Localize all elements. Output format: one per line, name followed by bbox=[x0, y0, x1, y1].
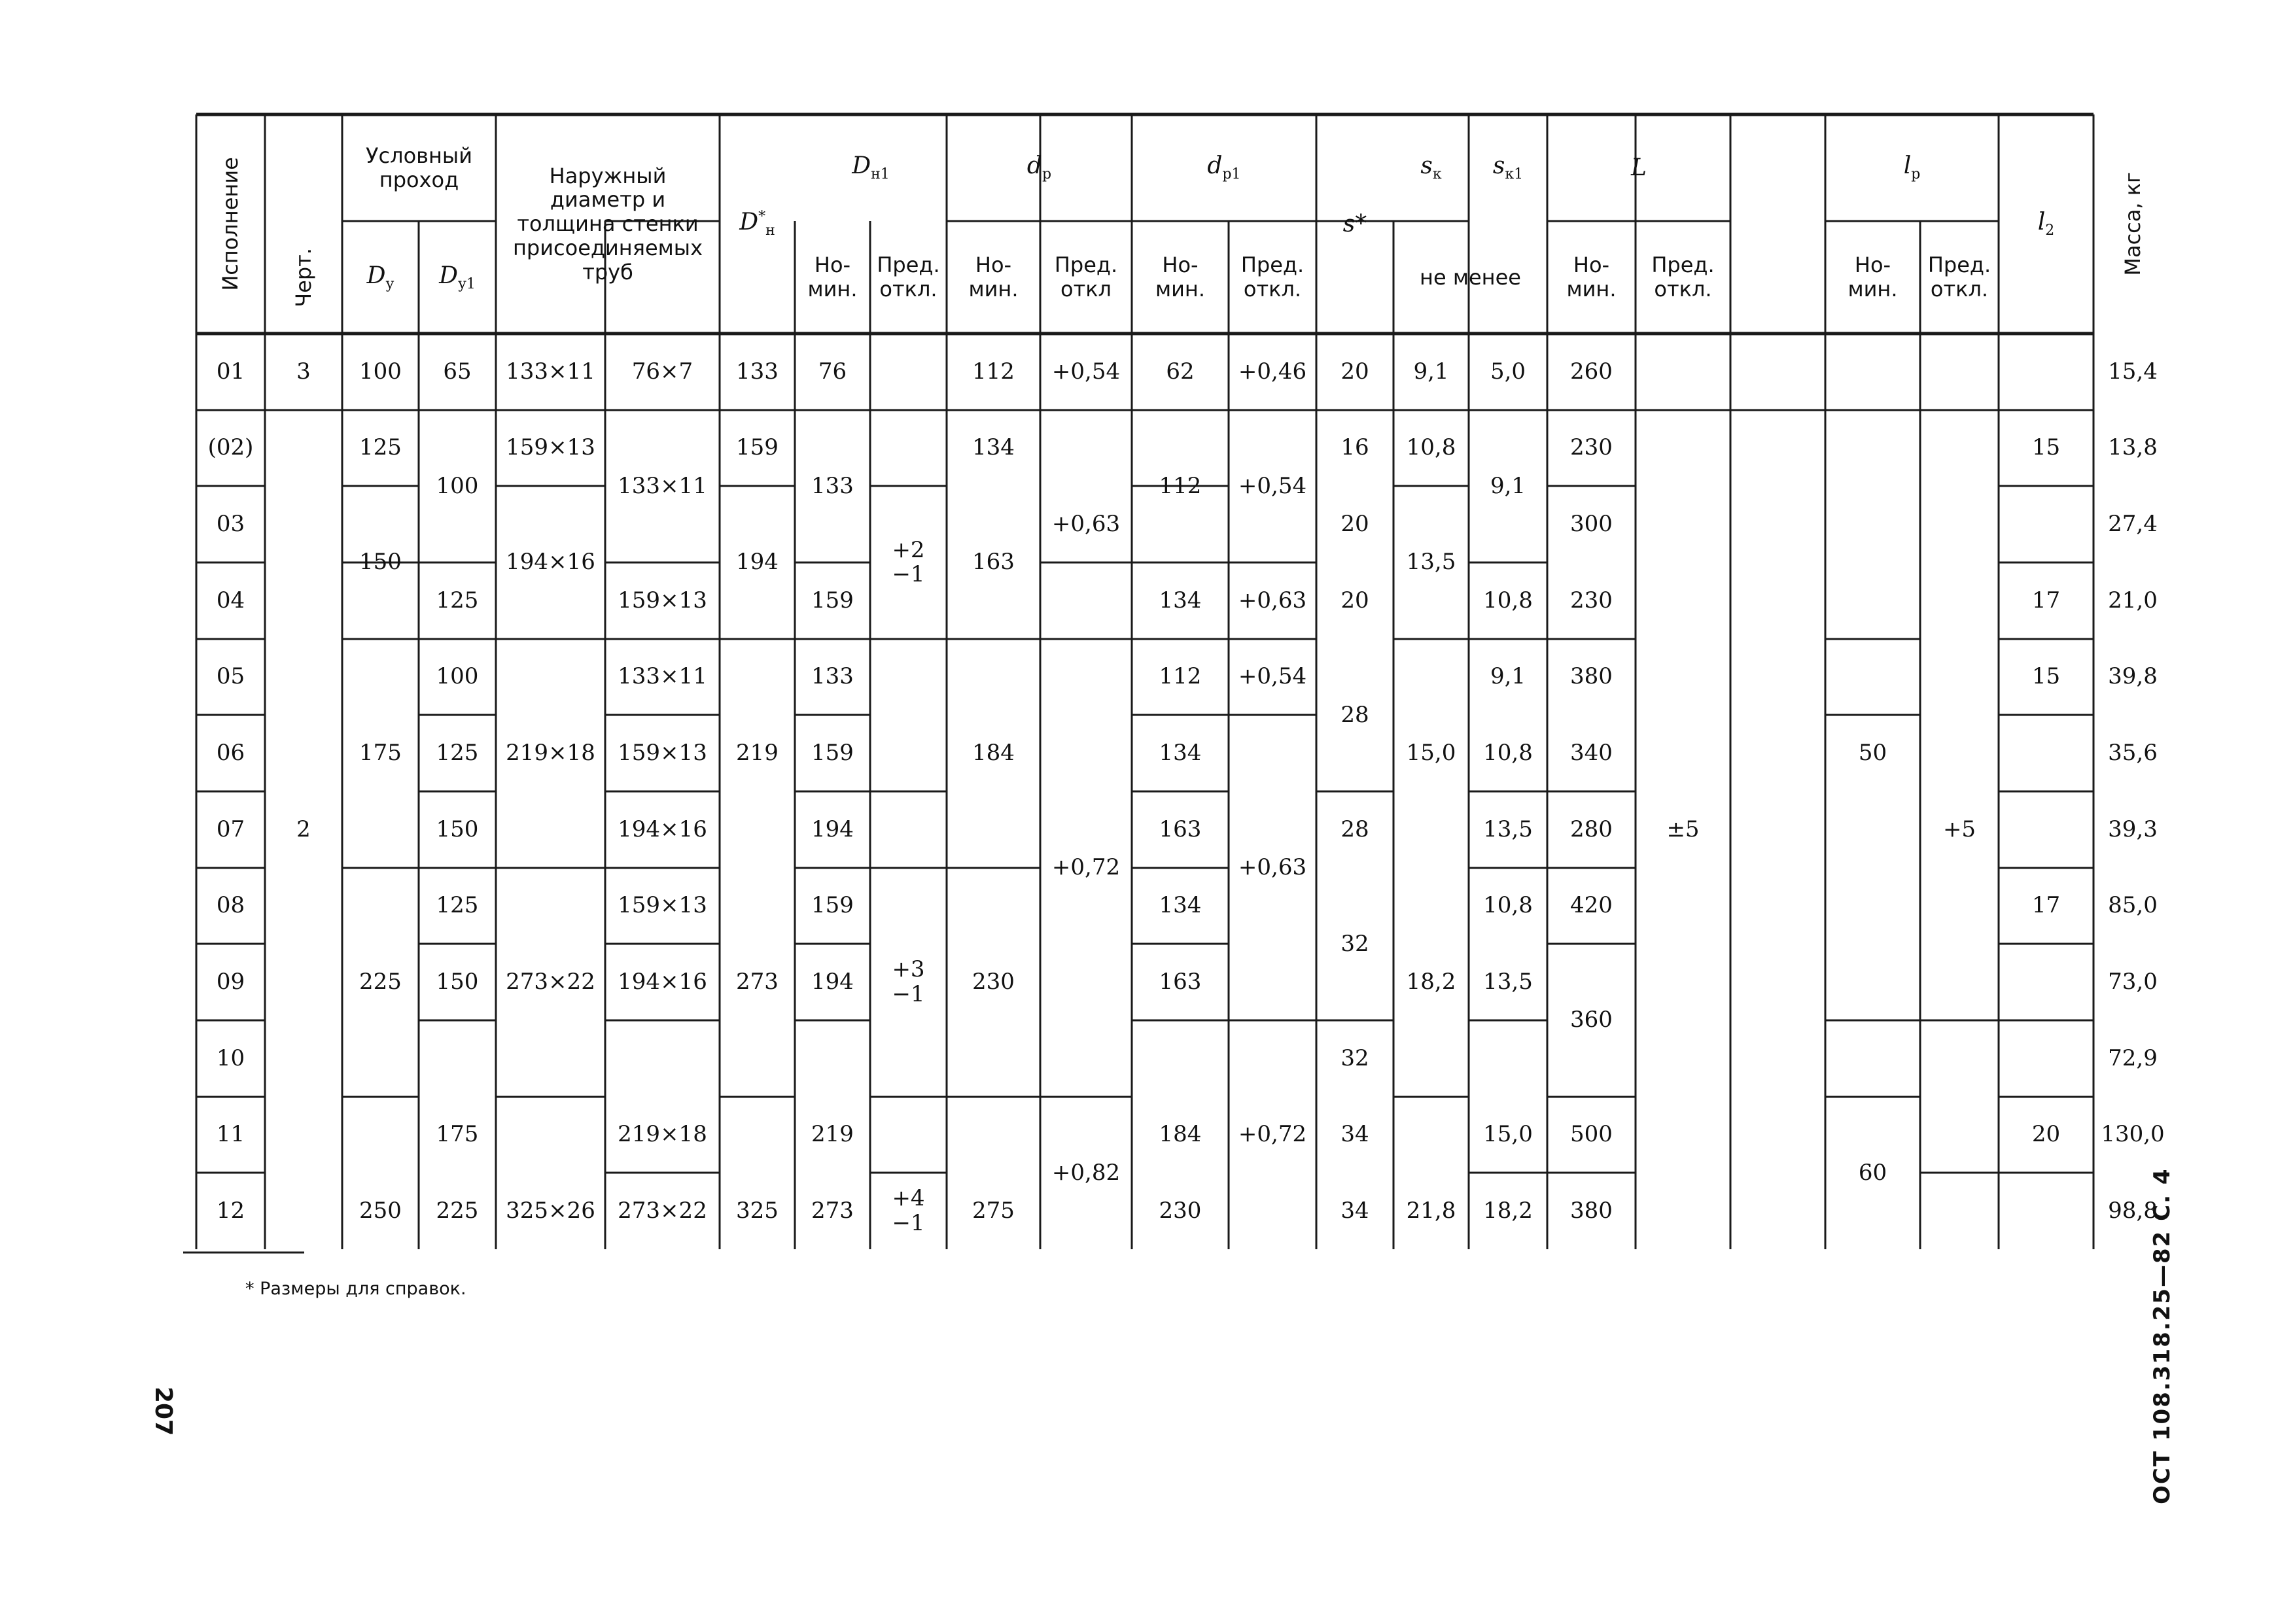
header-dp-nom: Но- мин. bbox=[968, 252, 1019, 302]
cell-dn1-row-5: 133 bbox=[811, 663, 854, 690]
cell-dp1-row-12: 230 bbox=[1159, 1197, 1202, 1224]
cell-d_pipe1-row-11: 219×18 bbox=[618, 1121, 707, 1148]
cell-dn1-row-1: 76 bbox=[818, 358, 847, 385]
header-lp-symbol-base: l bbox=[1903, 152, 1912, 180]
tol-dn1-b bbox=[892, 958, 924, 1007]
header-dn1 bbox=[795, 114, 947, 221]
cell-dp-row-1: 112 bbox=[972, 358, 1015, 385]
cell-isp-row-11: 11 bbox=[216, 1121, 245, 1148]
cell-sk1-row-4: 10,8 bbox=[1483, 587, 1533, 613]
cell-sk-135: 13,5 bbox=[1406, 549, 1456, 576]
cell-dp1-row-11: 184 bbox=[1159, 1121, 1202, 1148]
cell-L-row-8: 420 bbox=[1570, 892, 1613, 919]
cell-d_pipe1-row-6: 159×13 bbox=[618, 739, 707, 766]
cell-mass-row-8: 85,0 bbox=[2108, 892, 2158, 919]
cell-dp1-row-9: 163 bbox=[1159, 968, 1202, 995]
cell-L-row-2: 230 bbox=[1570, 434, 1613, 461]
header-l2 bbox=[1999, 114, 2094, 334]
header-massa bbox=[2094, 114, 2172, 334]
cell-sk1-row-1: 5,0 bbox=[1490, 358, 1526, 385]
header-lp-symbol-sub: р bbox=[1911, 166, 1921, 183]
cell-mass-row-6: 35,6 bbox=[2108, 739, 2158, 766]
header-dy1-symbol bbox=[439, 262, 476, 292]
header-lp-pred: Пред. откл. bbox=[1927, 252, 1991, 302]
cell-isp-row-8: 08 bbox=[216, 892, 245, 919]
cell-dy-row-2: 125 bbox=[359, 434, 402, 461]
cell-mass-row-1: 15,4 bbox=[2108, 358, 2158, 385]
header-sk1-symbol-sub: к1 bbox=[1505, 166, 1524, 183]
header-dp1 bbox=[1132, 114, 1316, 221]
header-dn1-nom: Но- мин. bbox=[807, 252, 858, 302]
cell-isp-row-3: 03 bbox=[216, 510, 245, 537]
cell-s-row-2: 16 bbox=[1340, 434, 1369, 461]
header-dp-pred: Пред. откл bbox=[1054, 252, 1118, 302]
cell-tol-dp-072: +0,72 bbox=[1051, 854, 1121, 881]
cell-dp-163: 163 bbox=[972, 549, 1015, 576]
cell-dn-row-12: 325 bbox=[736, 1197, 779, 1224]
cell-d_pipe-row-9: 273×22 bbox=[506, 968, 595, 995]
cell-dp-row-6: 184 bbox=[972, 739, 1015, 766]
cell-dn1-133: 133 bbox=[811, 472, 854, 499]
header-massa-text: Масса, кг bbox=[2120, 172, 2145, 276]
cell-d_pipe1-row-9: 194×16 bbox=[618, 968, 707, 995]
cell-dn-row-1: 133 bbox=[736, 358, 779, 385]
header-chert bbox=[265, 221, 342, 334]
cell-L-360: 360 bbox=[1570, 1007, 1613, 1033]
tol-dn1-a-upper: +2 bbox=[892, 536, 925, 563]
tol-dn1-c bbox=[892, 1186, 924, 1235]
cell-sk1-row-11: 15,0 bbox=[1483, 1121, 1533, 1148]
header-l2-symbol bbox=[2038, 209, 2055, 239]
header-dy1-symbol-base: D bbox=[439, 262, 458, 289]
cell-sk1-row-7: 13,5 bbox=[1483, 816, 1533, 842]
cell-dp1-row-7: 163 bbox=[1159, 816, 1202, 842]
cell-dn1-row-7: 194 bbox=[811, 816, 854, 842]
header-L-pred: Пред. откл. bbox=[1651, 252, 1715, 302]
cell-sk1-row-9: 13,5 bbox=[1483, 968, 1533, 995]
cell-chert-2: 2 bbox=[296, 816, 311, 842]
cell-mass-row-11: 130,0 bbox=[2101, 1121, 2165, 1148]
cell-dn-row-6: 219 bbox=[736, 739, 779, 766]
tol-dn1-a bbox=[892, 538, 924, 587]
cell-dy-row-12: 250 bbox=[359, 1197, 402, 1224]
cell-chert-3: 3 bbox=[296, 358, 311, 385]
tol-dn1-c-lower: −1 bbox=[892, 1209, 925, 1236]
cell-d_pipe-row-6: 219×18 bbox=[506, 739, 595, 766]
cell-dn1-row-12: 273 bbox=[811, 1197, 854, 1224]
cell-s-row-12: 34 bbox=[1340, 1197, 1369, 1224]
header-s-star: s* bbox=[1342, 210, 1367, 237]
cell-tol-dp-063: +0,63 bbox=[1051, 511, 1121, 538]
header-dn1-symbol-base: D bbox=[852, 152, 871, 180]
cell-sk1-row-6: 10,8 bbox=[1483, 739, 1533, 766]
tol-dn1-a-lower: −1 bbox=[892, 561, 925, 587]
cell-d_pipe-row-2: 159×13 bbox=[506, 434, 595, 461]
cell-s-row-7: 28 bbox=[1340, 816, 1369, 842]
cell-sk-row-9: 18,2 bbox=[1406, 968, 1456, 995]
cell-dp-row-2: 134 bbox=[972, 434, 1015, 461]
cell-mass-row-7: 39,3 bbox=[2108, 816, 2158, 842]
cell-tol-dp-054: +0,54 bbox=[1051, 358, 1121, 385]
cell-isp-row-4: 04 bbox=[216, 587, 245, 613]
header-dp1-symbol bbox=[1207, 152, 1240, 182]
cell-s-row-1: 20 bbox=[1340, 358, 1369, 385]
cell-L-row-1: 260 bbox=[1570, 358, 1613, 385]
document-code-text: ОСТ 108.318.25—82 С. 4 bbox=[2149, 1167, 2175, 1504]
cell-dp-row-12: 275 bbox=[972, 1197, 1015, 1224]
cell-d_pipe1-row-1: 76×7 bbox=[631, 358, 693, 385]
cell-dn1-row-6: 159 bbox=[811, 739, 854, 766]
header-sk1-symbol bbox=[1493, 152, 1523, 182]
cell-dn-row-2: 159 bbox=[736, 434, 779, 461]
cell-mass-row-2: 13,8 bbox=[2108, 434, 2158, 461]
cell-l2-row-2: 15 bbox=[2031, 434, 2061, 461]
header-lp bbox=[1825, 114, 1999, 221]
header-sk1-symbol-base: s bbox=[1492, 152, 1505, 180]
header-chert-text: Черт. bbox=[290, 247, 316, 307]
cell-d_pipe1-row-7: 194×16 bbox=[618, 816, 707, 842]
cell-mass-row-3: 27,4 bbox=[2108, 510, 2158, 537]
cell-dp1-row-4: 134 bbox=[1159, 587, 1202, 613]
cell-isp-row-12: 12 bbox=[216, 1197, 245, 1224]
cell-l2-row-5: 15 bbox=[2031, 663, 2061, 690]
header-ispolnenie bbox=[196, 114, 265, 334]
header-dp bbox=[947, 114, 1132, 221]
header-dp1-pred: Пред. откл. bbox=[1240, 252, 1305, 302]
header-lp-nom: Но- мин. bbox=[1848, 252, 1898, 302]
cell-L-row-4: 230 bbox=[1570, 587, 1613, 613]
cell-d_pipe1-row-8: 159×13 bbox=[618, 892, 707, 919]
cell-isp-row-5: 05 bbox=[216, 663, 245, 690]
cell-tol-dp1-063a: +0,63 bbox=[1238, 587, 1307, 613]
cell-d_pipe-row-12: 325×26 bbox=[506, 1197, 595, 1224]
cell-tol-dp1-054b: +0,54 bbox=[1238, 663, 1307, 690]
cell-dy1-row-7: 150 bbox=[436, 816, 479, 842]
header-ispolnenie-text: Исполнение bbox=[218, 157, 243, 291]
cell-dn-194: 194 bbox=[736, 549, 779, 576]
cell-L-row-11: 500 bbox=[1570, 1121, 1613, 1148]
cell-d-pipe-194: 194×16 bbox=[506, 549, 595, 576]
cell-mass-row-9: 73,0 bbox=[2108, 968, 2158, 995]
cell-dy-row-1: 100 bbox=[359, 358, 402, 385]
cell-dy1-row-11: 175 bbox=[436, 1121, 479, 1148]
cell-sk1-row-8: 10,8 bbox=[1483, 892, 1533, 919]
cell-tol-dp1-046: +0,46 bbox=[1238, 358, 1307, 385]
header-ne-menee: не менее bbox=[1420, 264, 1521, 290]
cell-d-pipe1-133: 133×11 bbox=[618, 472, 707, 499]
cell-mass-row-4: 21,0 bbox=[2108, 587, 2158, 613]
cell-tol-dp1-063b: +0,63 bbox=[1238, 854, 1307, 880]
cell-dp1-row-8: 134 bbox=[1159, 892, 1202, 919]
cell-sk1-91: 9,1 bbox=[1490, 472, 1526, 499]
cell-d_pipe1-row-4: 159×13 bbox=[618, 587, 707, 613]
cell-tol-dn1-c bbox=[870, 1173, 947, 1249]
header-dn-star-symbol-sub: н bbox=[765, 222, 775, 239]
header-dy bbox=[342, 221, 419, 334]
header-dp-symbol bbox=[1027, 152, 1051, 182]
cell-L-row-12: 380 bbox=[1570, 1197, 1613, 1224]
cell-dy-150: 150 bbox=[359, 549, 402, 576]
header-dn1-pred: Пред. откл. bbox=[877, 252, 940, 302]
page-number bbox=[141, 1373, 180, 1439]
cell-sk-row-6: 15,0 bbox=[1406, 739, 1456, 766]
cell-sk-row-1: 9,1 bbox=[1413, 358, 1449, 385]
header-dp1-symbol-sub: р1 bbox=[1222, 166, 1241, 183]
cell-tol-dp-082: +0,82 bbox=[1051, 1159, 1121, 1186]
header-dn-star-symbol-sup: * bbox=[758, 209, 766, 226]
header-dy-symbol-base: D bbox=[366, 262, 386, 289]
header-dp-symbol-sub: р bbox=[1042, 166, 1052, 183]
header-sk1 bbox=[1469, 114, 1547, 221]
cell-dn1-row-8: 159 bbox=[811, 892, 854, 919]
cell-dp1-row-5: 112 bbox=[1159, 663, 1202, 690]
cell-s-28: 28 bbox=[1340, 701, 1369, 728]
cell-dn-row-9: 273 bbox=[736, 968, 779, 995]
page-number-text: 207 bbox=[150, 1387, 177, 1436]
cell-dp1-row-1: 62 bbox=[1166, 358, 1195, 385]
cell-dy1-row-12: 225 bbox=[436, 1197, 479, 1224]
cell-dy1-row-9: 150 bbox=[436, 968, 479, 995]
cell-dn1-row-11: 219 bbox=[811, 1121, 854, 1148]
cell-dn1-row-9: 194 bbox=[811, 968, 854, 995]
cell-s-row-11: 34 bbox=[1340, 1121, 1369, 1148]
cell-dn1-row-4: 159 bbox=[811, 587, 854, 613]
cell-lp-60: 60 bbox=[1858, 1159, 1887, 1186]
header-dn-star bbox=[720, 114, 795, 334]
header-sk-symbol-sub: к bbox=[1432, 166, 1442, 183]
cell-dy1-100: 100 bbox=[436, 472, 479, 499]
cell-L-row-5: 380 bbox=[1570, 663, 1613, 690]
cell-d_pipe-row-1: 133×11 bbox=[506, 358, 595, 385]
cell-l2-row-4: 17 bbox=[2031, 587, 2061, 613]
cell-tol-lp: +5 bbox=[1942, 816, 1976, 842]
cell-dp1-112: 112 bbox=[1159, 472, 1202, 499]
cell-tol-dn1-a bbox=[870, 334, 947, 791]
cell-sk-row-2: 10,8 bbox=[1406, 434, 1456, 461]
cell-s-row-10: 32 bbox=[1340, 1045, 1369, 1071]
header-dn1-symbol-sub: н1 bbox=[871, 166, 890, 183]
header-naruzhny: Наружный диаметр и толщина стенки присоединяемых труб bbox=[512, 163, 703, 285]
header-sk-symbol bbox=[1420, 152, 1441, 182]
header-dp1-nom: Но- мин. bbox=[1155, 252, 1206, 302]
cell-dy1-row-6: 125 bbox=[436, 739, 479, 766]
tol-dn1-b-lower: −1 bbox=[892, 980, 925, 1007]
cell-dy1-row-5: 100 bbox=[436, 663, 479, 690]
cell-L-row-7: 280 bbox=[1570, 816, 1613, 842]
header-l2-symbol-sub: 2 bbox=[2045, 222, 2055, 239]
cell-d_pipe1-row-5: 133×11 bbox=[618, 663, 707, 690]
header-dn1-symbol bbox=[852, 152, 890, 182]
header-dp1-symbol-base: d bbox=[1207, 152, 1223, 180]
cell-mass-row-5: 39,8 bbox=[2108, 663, 2158, 690]
cell-mass-row-12: 98,8 bbox=[2108, 1197, 2158, 1224]
cell-lp-50: 50 bbox=[1858, 740, 1887, 767]
cell-dy-row-9: 225 bbox=[359, 968, 402, 995]
cell-isp-row-2: (02) bbox=[207, 434, 254, 461]
cell-isp-row-1: 01 bbox=[216, 358, 245, 385]
cell-isp-row-6: 06 bbox=[216, 739, 245, 766]
cell-tol-dp1-054a: +0,54 bbox=[1238, 472, 1307, 499]
header-dy-symbol bbox=[367, 262, 394, 292]
header-sk-symbol-base: s bbox=[1420, 152, 1433, 180]
header-lp-symbol bbox=[1904, 152, 1921, 182]
header-dy1 bbox=[419, 221, 496, 334]
cell-sk1-row-5: 9,1 bbox=[1490, 663, 1526, 690]
cell-sk1-row-12: 18,2 bbox=[1483, 1197, 1533, 1224]
cell-L-row-3: 300 bbox=[1570, 510, 1613, 537]
document-code-label bbox=[2129, 1151, 2208, 1504]
cell-dy1-row-8: 125 bbox=[436, 892, 479, 919]
tol-dn1-b-upper: +3 bbox=[892, 956, 925, 983]
cell-s-row-3: 20 bbox=[1340, 510, 1369, 537]
header-dp-symbol-base: d bbox=[1026, 152, 1042, 180]
header-L-nom: Но- мин. bbox=[1566, 252, 1617, 302]
cell-dp-row-9: 230 bbox=[972, 968, 1015, 995]
cell-dy-row-6: 175 bbox=[359, 739, 402, 766]
cell-dp1-row-6: 134 bbox=[1159, 739, 1202, 766]
header-sk bbox=[1393, 114, 1469, 221]
cell-l2-17: 17 bbox=[2031, 892, 2061, 919]
cell-s-32: 32 bbox=[1340, 930, 1369, 957]
header-dy-symbol-sub: у bbox=[385, 275, 394, 292]
tol-dn1-c-upper: +4 bbox=[892, 1185, 925, 1212]
cell-tol-L: ±5 bbox=[1666, 816, 1700, 842]
cell-tol-dn1-b bbox=[870, 791, 947, 1173]
cell-isp-row-7: 07 bbox=[216, 816, 245, 842]
cell-l2-row-11: 20 bbox=[2031, 1121, 2061, 1148]
header-l2-symbol-base: l bbox=[2037, 209, 2046, 236]
header-dy1-symbol-sub: у1 bbox=[457, 275, 476, 292]
cell-sk-row-12: 21,8 bbox=[1406, 1197, 1456, 1224]
footnote: * Размеры для справок. bbox=[245, 1279, 466, 1299]
header-uslovny-prohod: Условный проход bbox=[366, 143, 472, 192]
cell-tol-dp1-072: +0,72 bbox=[1238, 1121, 1307, 1148]
cell-isp-row-10: 10 bbox=[216, 1045, 245, 1071]
header-L: L bbox=[1631, 154, 1647, 181]
cell-dy1-row-4: 125 bbox=[436, 587, 479, 613]
cell-dy1-row-1: 65 bbox=[443, 358, 472, 385]
cell-s-row-4: 20 bbox=[1340, 587, 1369, 613]
cell-mass-row-10: 72,9 bbox=[2108, 1045, 2158, 1071]
header-dn-star-symbol bbox=[739, 209, 775, 239]
cell-d_pipe1-row-12: 273×22 bbox=[618, 1197, 707, 1224]
cell-isp-row-9: 09 bbox=[216, 968, 245, 995]
cell-L-row-6: 340 bbox=[1570, 739, 1613, 766]
header-dn-star-symbol-base: D bbox=[739, 209, 759, 236]
